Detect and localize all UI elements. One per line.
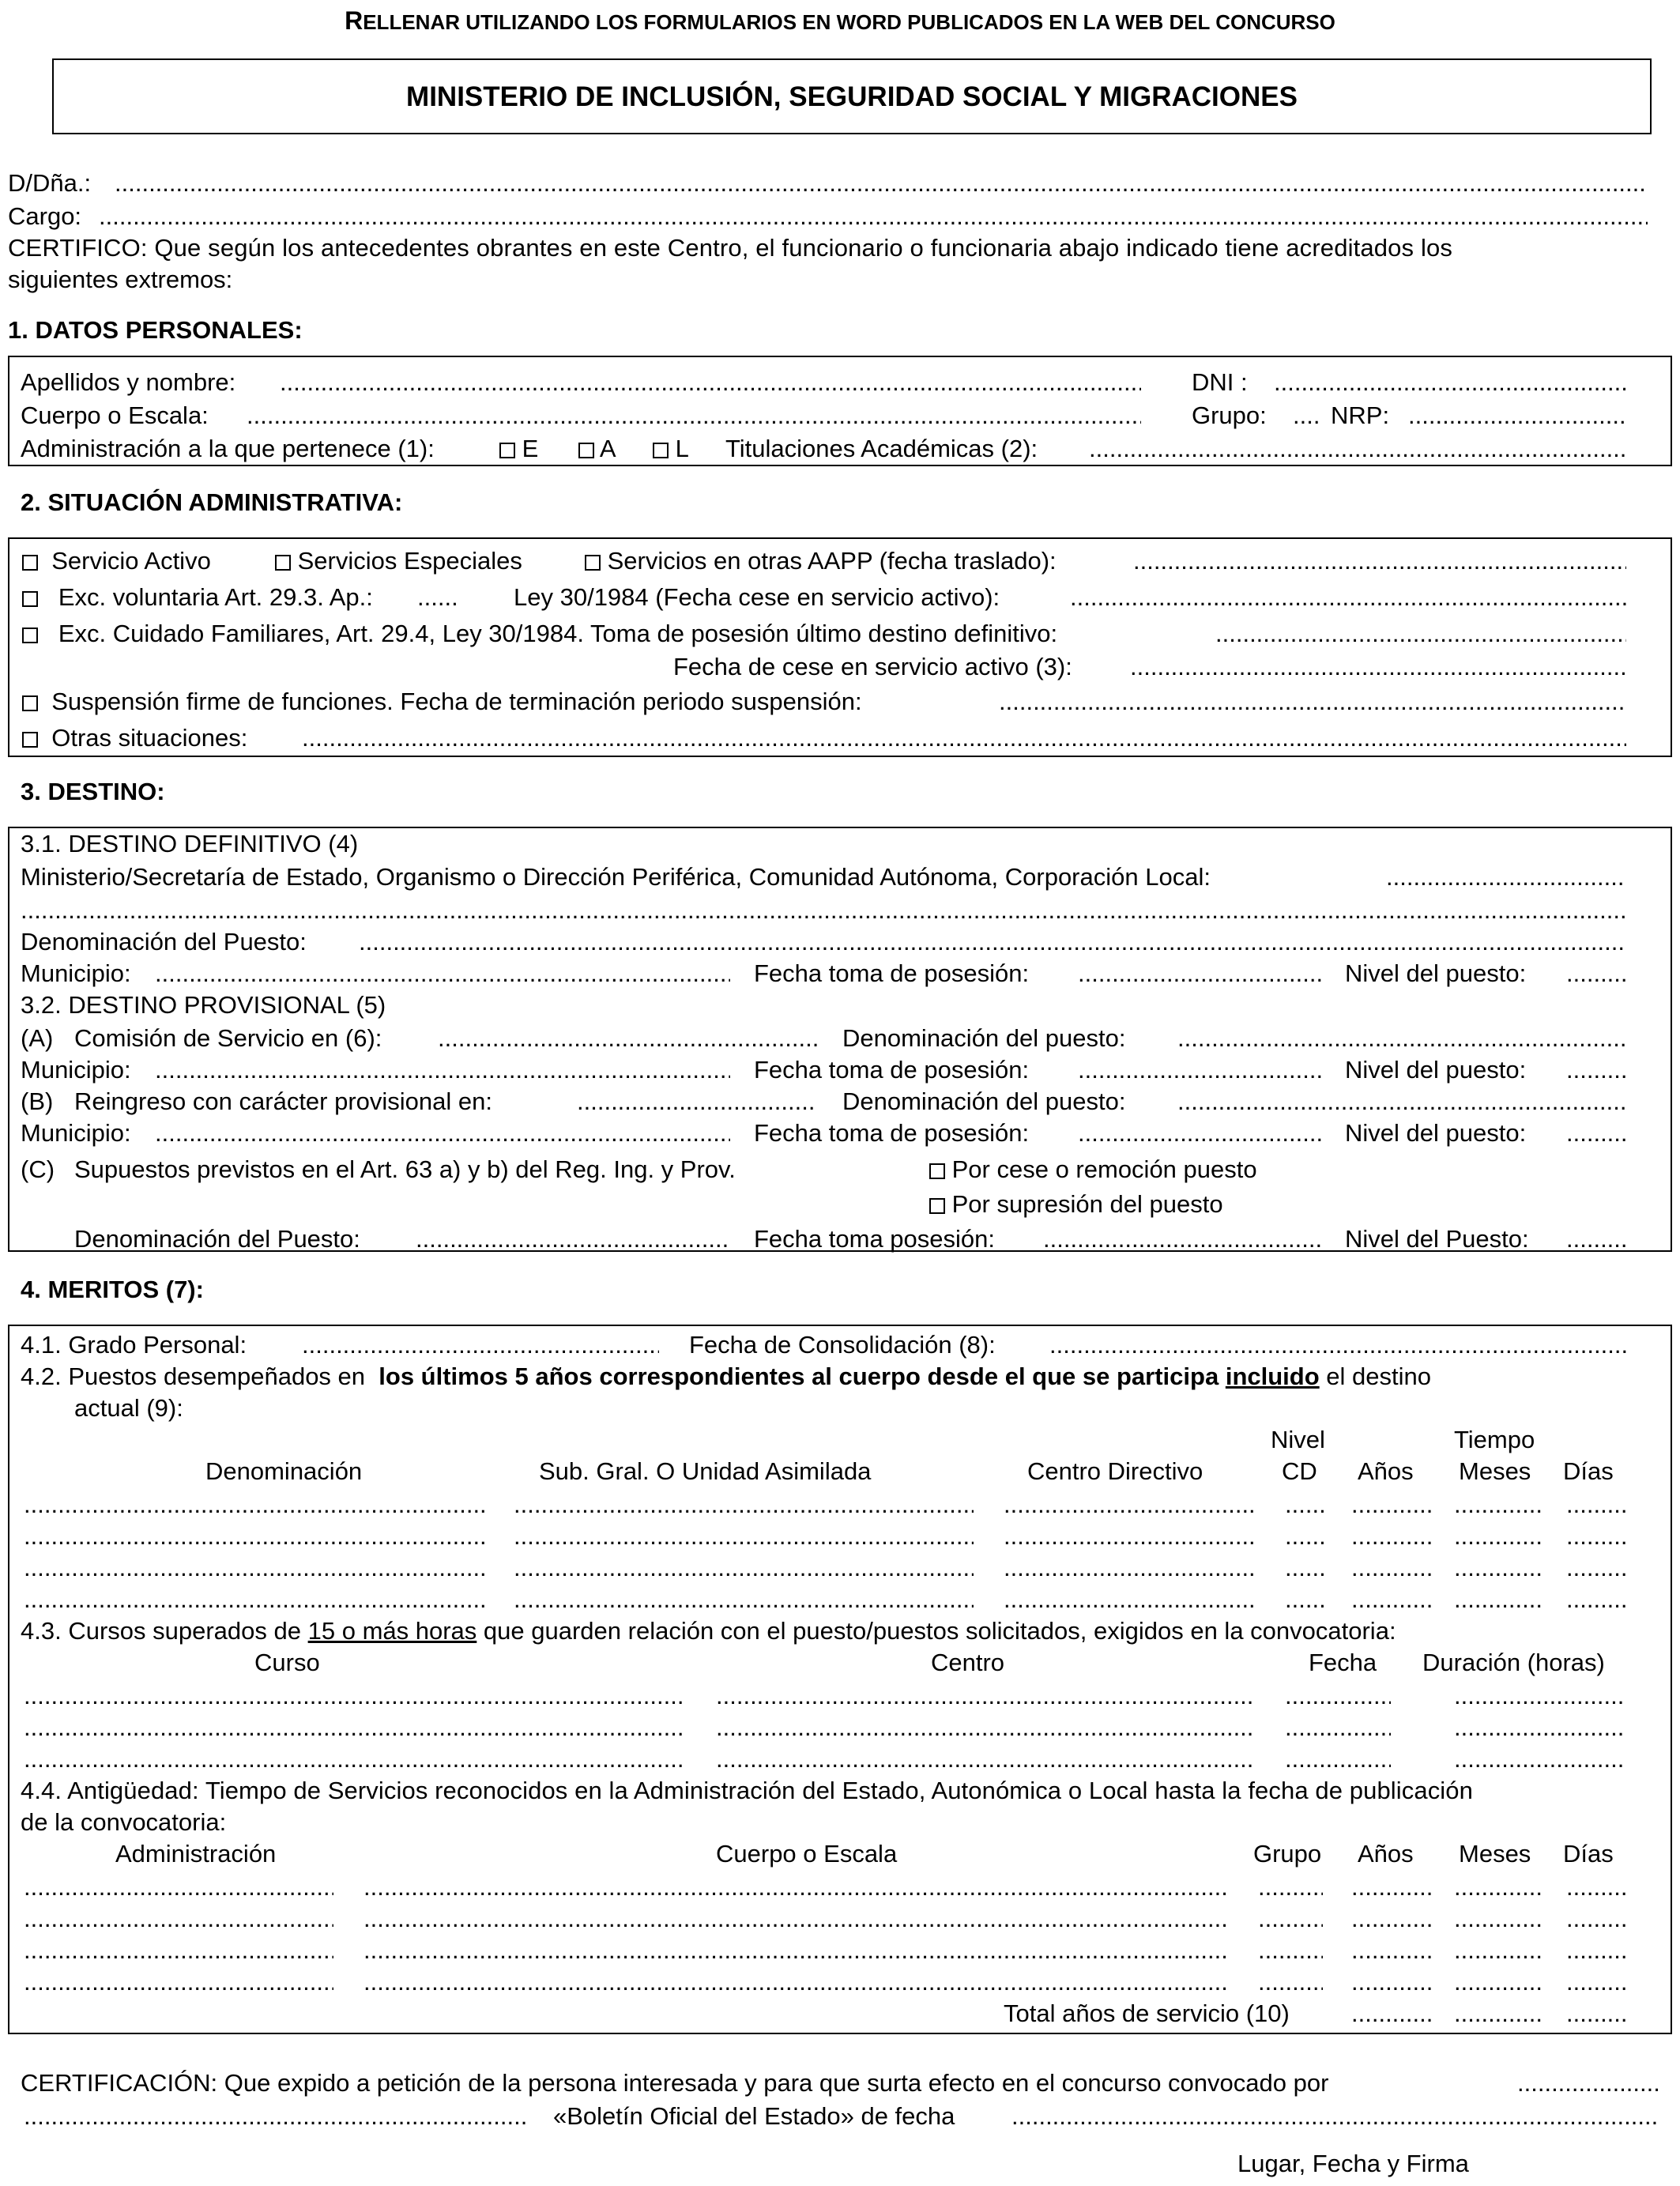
- b-municipio-label: Municipio:: [21, 1119, 131, 1147]
- puestos-heading-2: actual (9):: [74, 1394, 183, 1422]
- puesto-row-2-subgral[interactable]: [514, 1524, 974, 1548]
- section-2-title: 2. SITUACIÓN ADMINISTRATIVA:: [21, 488, 403, 516]
- antig-row-2-dias[interactable]: [1566, 1906, 1626, 1931]
- c-nivel-field[interactable]: [1566, 1227, 1626, 1251]
- a-municipio-field[interactable]: [155, 1057, 730, 1082]
- servicio-activo-option[interactable]: [22, 548, 211, 573]
- puesto-row-1-centro[interactable]: [1004, 1492, 1253, 1517]
- cursos-text-a: 4.3. Cursos superados de: [21, 1617, 301, 1645]
- convocado-field[interactable]: [1517, 2071, 1658, 2095]
- total-meses-field[interactable]: [1454, 2001, 1543, 2026]
- col-duracion: Duración (horas): [1422, 1649, 1605, 1676]
- denominacion-puesto-label: Denominación del Puesto:: [21, 928, 307, 955]
- a-label: (A): [21, 1024, 54, 1052]
- nrp-field[interactable]: [1408, 403, 1626, 428]
- boletin-fecha-field[interactable]: [1011, 2104, 1658, 2128]
- puesto-row-3-denominacion[interactable]: [24, 1555, 487, 1580]
- col-anos: Años: [1358, 1457, 1414, 1485]
- servicios-aapp-label: Servicios en otras AAPP (fecha traslado):: [607, 547, 1057, 575]
- nivel-field[interactable]: [1566, 961, 1626, 986]
- antig-row-4-grupo[interactable]: [1258, 1969, 1323, 1994]
- a-municipio-label: Municipio:: [21, 1056, 131, 1084]
- option-l-label: L: [675, 435, 689, 462]
- servicios-aapp-option[interactable]: [585, 548, 1057, 573]
- exc-voluntaria-option[interactable]: [22, 585, 373, 609]
- puesto-row-3-meses[interactable]: [1454, 1555, 1543, 1580]
- col-curso: Curso: [254, 1649, 320, 1676]
- checkbox-exc-cuidado[interactable]: [22, 628, 38, 643]
- comision-field[interactable]: [438, 1026, 817, 1050]
- nrp-label: NRP:: [1331, 401, 1390, 429]
- curso-row-3-duracion[interactable]: [1454, 1747, 1626, 1771]
- col-dias-2: Días: [1563, 1840, 1614, 1868]
- col-tiempo: Tiempo: [1454, 1426, 1535, 1453]
- municipio-field[interactable]: [155, 961, 730, 986]
- servicios-especiales-label: Servicios Especiales: [297, 547, 522, 575]
- antig-row-1-grupo[interactable]: [1258, 1875, 1323, 1899]
- cargo-field[interactable]: [99, 204, 1648, 228]
- col-meses: Meses: [1459, 1457, 1531, 1485]
- puesto-row-3-cd[interactable]: [1285, 1555, 1324, 1580]
- antig-row-4-meses[interactable]: [1454, 1969, 1543, 1994]
- grado-field[interactable]: [302, 1332, 659, 1357]
- antig-row-2-meses[interactable]: [1454, 1906, 1543, 1931]
- por-supresion-label: Por supresión del puesto: [951, 1190, 1223, 1218]
- curso-row-1-centro[interactable]: [716, 1683, 1253, 1708]
- checkbox-exc-voluntaria[interactable]: [22, 591, 38, 607]
- certifico-text-2: siguientes extremos:: [8, 266, 233, 293]
- puestos-heading: [21, 1364, 1431, 1389]
- col-fecha: Fecha: [1309, 1649, 1377, 1676]
- col-meses-2: Meses: [1459, 1840, 1531, 1868]
- antig-row-1-cuerpo[interactable]: [363, 1875, 1226, 1899]
- puesto-row-3-subgral[interactable]: [514, 1555, 974, 1580]
- instruction-text: ELLENAR UTILIZANDO LOS FORMULARIOS EN WORD PUBLICADOS EN LA WEB DEL CONCURSO: [363, 10, 1335, 34]
- curso-row-2-fecha[interactable]: [1285, 1715, 1391, 1739]
- cuerpo-field[interactable]: [247, 403, 1141, 428]
- c-label: (C): [21, 1155, 55, 1183]
- puestos-text-d: el destino: [1326, 1362, 1431, 1390]
- antig-row-1-dias[interactable]: [1566, 1875, 1626, 1899]
- curso-row-1-curso[interactable]: [24, 1683, 684, 1708]
- checkbox-servicio-activo[interactable]: [22, 555, 38, 571]
- fecha-cese-label: Fecha de cese en servicio activo (3):: [673, 653, 1072, 680]
- b-denominacion-field[interactable]: [1177, 1089, 1626, 1114]
- curso-row-2-duracion[interactable]: [1454, 1715, 1626, 1739]
- puesto-row-3-anos[interactable]: [1351, 1555, 1433, 1580]
- ministerio-label: Ministerio/Secretaría de Estado, Organismo o Dirección Periférica, Comunidad Autónoma, Corporación Local:: [21, 863, 1211, 891]
- b-label: (B): [21, 1087, 54, 1115]
- c-denominacion-label: Denominación del Puesto:: [74, 1225, 360, 1253]
- puesto-row-1-dias[interactable]: [1566, 1492, 1626, 1517]
- titulaciones-label: Titulaciones Académicas (2):: [725, 435, 1038, 462]
- puesto-row-1-anos[interactable]: [1351, 1492, 1433, 1517]
- checkbox-por-cese[interactable]: [929, 1163, 945, 1179]
- destino-definitivo-title: 3.1. DESTINO DEFINITIVO (4): [21, 830, 359, 857]
- c-denominacion-field[interactable]: [416, 1227, 730, 1251]
- antig-row-1-anos[interactable]: [1351, 1875, 1433, 1899]
- puesto-row-3-centro[interactable]: [1004, 1555, 1253, 1580]
- checkbox-servicios-aapp[interactable]: [585, 555, 601, 571]
- cursos-text-b: 15 o más horas: [307, 1617, 477, 1645]
- grado-label: 4.1. Grado Personal:: [21, 1331, 247, 1359]
- checkbox-por-supresion[interactable]: [929, 1198, 945, 1214]
- antig-row-3-cuerpo[interactable]: [363, 1938, 1226, 1962]
- a-nivel-field[interactable]: [1566, 1057, 1626, 1082]
- section-4-title: 4. MERITOS (7):: [21, 1276, 204, 1303]
- boletin-label: «Boletín Oficial del Estado» de fecha: [553, 2102, 955, 2130]
- c-fecha-toma-field[interactable]: [1043, 1227, 1323, 1251]
- a-nivel-label: Nivel del puesto:: [1345, 1056, 1527, 1084]
- suspension-option[interactable]: [22, 689, 862, 714]
- admin-label: Administración a la que pertenece (1):: [21, 435, 435, 462]
- puesto-row-4-denominacion[interactable]: [24, 1587, 487, 1611]
- antig-row-1-meses[interactable]: [1454, 1875, 1543, 1899]
- checkbox-servicios-especiales[interactable]: [275, 555, 291, 571]
- antiguedad-heading: 4.4. Antigüedad: Tiempo de Servicios reconocidos en la Administración del Estado, Autonómica o Local hasta la fecha de publicación: [21, 1777, 1473, 1804]
- antig-row-3-dias[interactable]: [1566, 1938, 1626, 1962]
- col-grupo: Grupo: [1253, 1840, 1322, 1868]
- b-municipio-field[interactable]: [155, 1121, 730, 1145]
- puesto-row-4-meses[interactable]: [1454, 1587, 1543, 1611]
- cuerpo-label: Cuerpo o Escala:: [21, 401, 209, 429]
- cargo-label: Cargo:: [8, 202, 82, 230]
- col-dias: Días: [1563, 1457, 1614, 1485]
- total-label: Total años de servicio (10): [1004, 1999, 1290, 2027]
- col-anos-2: Años: [1358, 1840, 1414, 1868]
- admin-option-e[interactable]: [499, 436, 538, 461]
- col-denominacion: Denominación: [205, 1457, 363, 1485]
- nivel-label: Nivel del puesto:: [1345, 959, 1527, 987]
- comision-label: Comisión de Servicio en (6):: [74, 1024, 382, 1052]
- servicios-aapp-field[interactable]: [1133, 548, 1626, 573]
- antig-row-2-cuerpo[interactable]: [363, 1906, 1226, 1931]
- ministerio-field-cont[interactable]: [21, 898, 1626, 922]
- por-cese-label: Por cese o remoción puesto: [951, 1155, 1257, 1183]
- curso-row-3-fecha[interactable]: [1285, 1747, 1391, 1771]
- total-anos-field[interactable]: [1351, 2001, 1433, 2026]
- ley-cese-label: Ley 30/1984 (Fecha cese en servicio activo):: [514, 583, 1000, 611]
- reingreso-field[interactable]: [577, 1089, 817, 1114]
- fecha-toma-field[interactable]: [1078, 961, 1323, 986]
- puesto-row-4-anos[interactable]: [1351, 1587, 1433, 1611]
- destino-provisional-title: 3.2. DESTINO PROVISIONAL (5): [21, 991, 386, 1019]
- otras-label: Otras situaciones:: [51, 724, 248, 752]
- instruction-initial: R: [345, 6, 363, 35]
- curso-row-3-centro[interactable]: [716, 1747, 1253, 1771]
- checkbox-suspension[interactable]: [22, 695, 38, 711]
- puesto-row-3-dias[interactable]: [1566, 1555, 1626, 1580]
- a-denominacion-label: Denominación del puesto:: [842, 1024, 1126, 1052]
- otras-field[interactable]: [302, 726, 1626, 750]
- servicios-especiales-option[interactable]: [275, 548, 522, 573]
- consolidacion-label: Fecha de Consolidación (8):: [689, 1331, 996, 1359]
- a-fecha-toma-field[interactable]: [1078, 1057, 1323, 1082]
- puesto-row-1-meses[interactable]: [1454, 1492, 1543, 1517]
- form-instruction: [0, 8, 1680, 33]
- checkbox-a[interactable]: [578, 443, 594, 458]
- puestos-text-b: los últimos 5 años correspondientes al cuerpo desde el que se participa: [379, 1362, 1219, 1390]
- por-supresion-option[interactable]: [929, 1192, 1223, 1216]
- curso-row-3-curso[interactable]: [24, 1747, 684, 1771]
- antig-row-4-cuerpo[interactable]: [363, 1969, 1226, 1994]
- certificacion-text: CERTIFICACIÓN: Que expido a petición de la persona interesada y para que surta efecto en el concurso convocado por: [21, 2069, 1329, 2097]
- antig-row-3-grupo[interactable]: [1258, 1938, 1323, 1962]
- puesto-row-2-cd[interactable]: [1285, 1524, 1324, 1548]
- curso-row-2-centro[interactable]: [716, 1715, 1253, 1739]
- section-3-title: 3. DESTINO:: [21, 778, 165, 805]
- col-centro-directivo: Centro Directivo: [1027, 1457, 1203, 1485]
- antig-row-2-grupo[interactable]: [1258, 1906, 1323, 1931]
- supuestos-label: Supuestos previstos en el Art. 63 a) y b) del Reg. Ing. y Prov.: [74, 1155, 736, 1183]
- puesto-row-1-denominacion[interactable]: [24, 1492, 487, 1517]
- curso-row-1-fecha[interactable]: [1285, 1683, 1391, 1708]
- col-administracion: Administración: [115, 1840, 277, 1868]
- reingreso-label: Reingreso con carácter provisional en:: [74, 1087, 492, 1115]
- antig-row-2-admin[interactable]: [24, 1906, 333, 1931]
- fecha-toma-label: Fecha toma de posesión:: [754, 959, 1030, 987]
- col-centro: Centro: [931, 1649, 1005, 1676]
- option-a-label: A: [599, 435, 616, 462]
- consolidacion-field[interactable]: [1049, 1332, 1626, 1357]
- puesto-row-2-denominacion[interactable]: [24, 1524, 487, 1548]
- antig-row-3-admin[interactable]: [24, 1938, 333, 1962]
- b-nivel-label: Nivel del puesto:: [1345, 1119, 1527, 1147]
- dni-label: DNI :: [1192, 368, 1248, 396]
- ministry-title: MINISTERIO DE INCLUSIÓN, SEGURIDAD SOCIAL Y MIGRACIONES: [406, 81, 1298, 112]
- suspension-label: Suspensión firme de funciones. Fecha de terminación periodo suspensión:: [51, 688, 862, 715]
- certifico-text-1: CERTIFICO: Que según los antecedentes obrantes en este Centro, el funcionario o funcionaria abajo indicado tiene acreditados los: [8, 234, 1453, 262]
- convocado-field-cont[interactable]: [24, 2104, 529, 2128]
- col-nivel: Nivel: [1271, 1426, 1325, 1453]
- b-denominacion-label: Denominación del puesto:: [842, 1087, 1126, 1115]
- antig-row-3-meses[interactable]: [1454, 1938, 1543, 1962]
- checkbox-otras[interactable]: [22, 732, 38, 748]
- cursos-heading: [21, 1619, 1396, 1643]
- checkbox-l[interactable]: [653, 443, 669, 458]
- dona-field[interactable]: [115, 171, 1648, 195]
- antig-row-4-admin[interactable]: [24, 1969, 333, 1994]
- apellidos-label: Apellidos y nombre:: [21, 368, 236, 396]
- section-1-title: 1. DATOS PERSONALES:: [8, 316, 303, 344]
- apellidos-field[interactable]: [280, 370, 1141, 394]
- antig-row-4-anos[interactable]: [1351, 1969, 1433, 1994]
- otras-option[interactable]: [22, 726, 247, 750]
- servicio-activo-label: Servicio Activo: [51, 547, 211, 575]
- total-dias-field[interactable]: [1566, 2001, 1626, 2026]
- antig-row-3-anos[interactable]: [1351, 1938, 1433, 1962]
- puestos-text-a: 4.2. Puestos desempeñados en: [21, 1362, 366, 1390]
- exc-cuidado-field[interactable]: [1215, 621, 1626, 646]
- municipio-label: Municipio:: [21, 959, 131, 987]
- admin-option-a[interactable]: [578, 436, 616, 461]
- curso-row-2-curso[interactable]: [24, 1715, 684, 1739]
- cursos-text-c: que guarden relación con el puesto/puestos solicitados, exigidos en la convocatoria:: [483, 1617, 1396, 1645]
- col-cd: CD: [1282, 1457, 1317, 1485]
- option-e-label: E: [522, 435, 539, 462]
- puestos-text-c: incluido: [1225, 1362, 1320, 1390]
- ley-cese-field[interactable]: [1070, 585, 1626, 609]
- dni-field[interactable]: [1274, 370, 1626, 394]
- col-cuerpo: Cuerpo o Escala: [716, 1840, 898, 1868]
- exc-voluntaria-label: Exc. voluntaria Art. 29.3. Ap.:: [58, 583, 373, 611]
- suspension-field[interactable]: [999, 689, 1626, 714]
- antig-row-1-admin[interactable]: [24, 1875, 333, 1899]
- a-fecha-toma-label: Fecha toma de posesión:: [754, 1056, 1030, 1084]
- puesto-row-1-subgral[interactable]: [514, 1492, 974, 1517]
- grupo-field[interactable]: ....: [1293, 401, 1320, 429]
- puesto-row-2-centro[interactable]: [1004, 1524, 1253, 1548]
- b-fecha-toma-field[interactable]: [1078, 1121, 1323, 1145]
- exc-voluntaria-field[interactable]: ......: [417, 583, 458, 611]
- por-cese-option[interactable]: [929, 1157, 1257, 1182]
- exc-cuidado-label: Exc. Cuidado Familiares, Art. 29.4, Ley 30/1984. Toma de posesión último destino definitivo:: [58, 620, 1058, 647]
- puesto-row-2-meses[interactable]: [1454, 1524, 1543, 1548]
- puesto-row-2-anos[interactable]: [1351, 1524, 1433, 1548]
- grupo-label: Grupo:: [1192, 401, 1267, 429]
- exc-cuidado-option[interactable]: [22, 621, 1057, 646]
- c-fecha-toma-label: Fecha toma posesión:: [754, 1225, 996, 1253]
- puesto-row-1-cd[interactable]: [1285, 1492, 1324, 1517]
- checkbox-e[interactable]: [499, 443, 515, 458]
- puesto-row-4-centro[interactable]: [1004, 1587, 1253, 1611]
- a-denominacion-field[interactable]: [1177, 1026, 1626, 1050]
- ministerio-field[interactable]: [1386, 865, 1626, 889]
- col-subgral: Sub. Gral. O Unidad Asimilada: [539, 1457, 872, 1485]
- antiguedad-heading-2: de la convocatoria:: [21, 1808, 227, 1836]
- titulaciones-field[interactable]: [1089, 436, 1626, 461]
- dona-label: D/Dña.:: [8, 169, 92, 197]
- antig-row-2-anos[interactable]: [1351, 1906, 1433, 1931]
- antig-row-4-dias[interactable]: [1566, 1969, 1626, 1994]
- c-nivel-label: Nivel del Puesto:: [1345, 1225, 1529, 1253]
- denominacion-puesto-field[interactable]: [359, 929, 1626, 954]
- b-fecha-toma-label: Fecha toma de posesión:: [754, 1119, 1030, 1147]
- puesto-row-4-dias[interactable]: [1566, 1587, 1626, 1611]
- fecha-cese-field[interactable]: [1130, 654, 1626, 679]
- admin-option-l[interactable]: [653, 436, 689, 461]
- b-nivel-field[interactable]: [1566, 1121, 1626, 1145]
- puesto-row-2-dias[interactable]: [1566, 1524, 1626, 1548]
- puesto-row-4-cd[interactable]: [1285, 1587, 1324, 1611]
- puesto-row-4-subgral[interactable]: [514, 1587, 974, 1611]
- curso-row-1-duracion[interactable]: [1454, 1683, 1626, 1708]
- lugar-fecha-firma: Lugar, Fecha y Firma: [1237, 2150, 1469, 2177]
